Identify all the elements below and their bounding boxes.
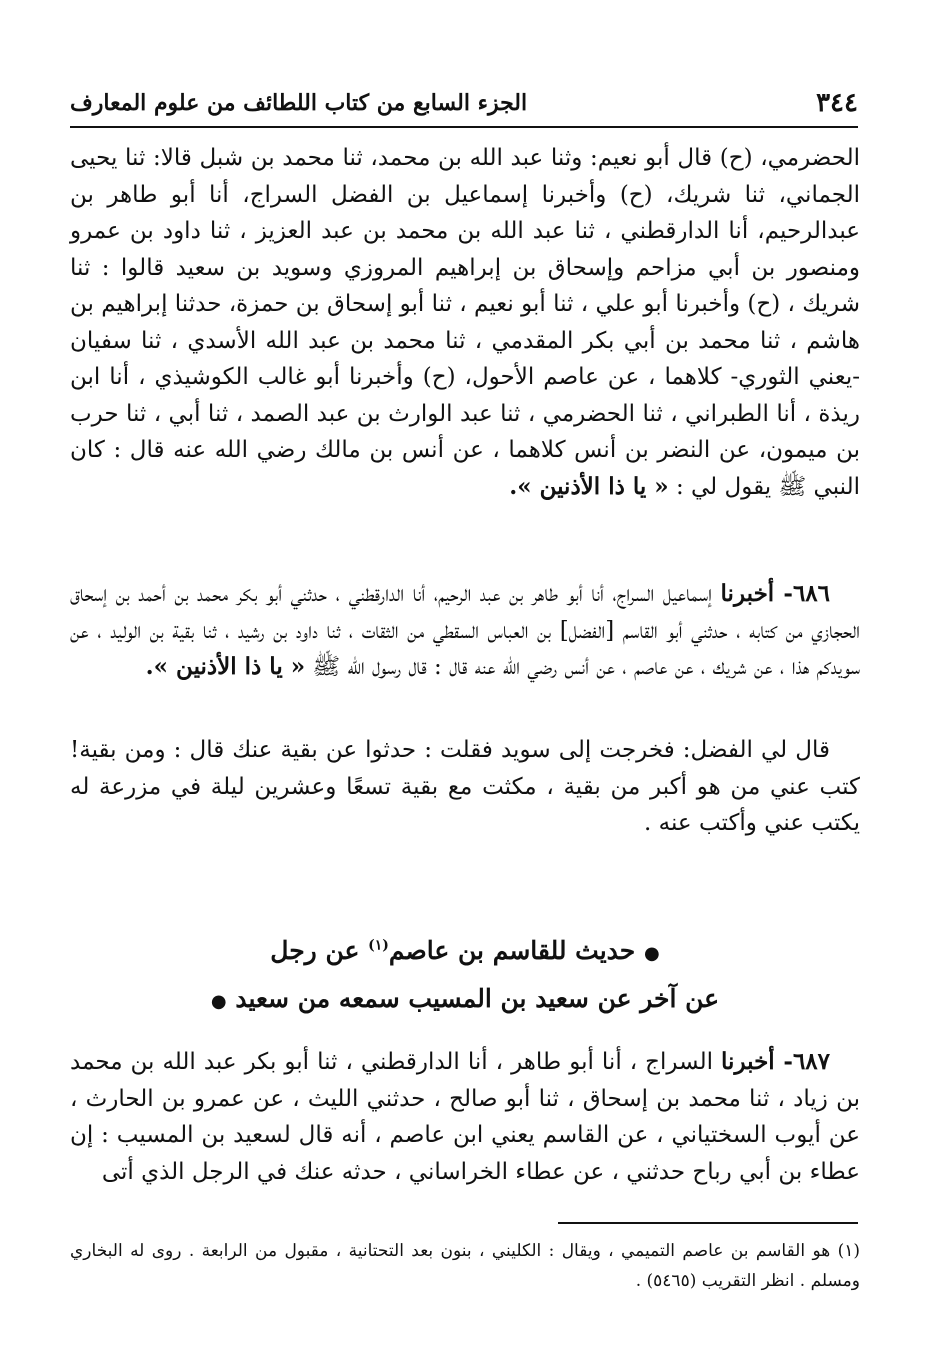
page-header (70, 86, 858, 128)
bullet-icon: ● (643, 943, 660, 964)
paragraph-chain (70, 140, 860, 505)
paragraph-text: إسماعيل السراج، أنا أبو طاهر بن عبد الرحيم، أنا الدارقطني ، حدثني أبو بكر محمد بن أحمد بن إسحاق الحجازي من كتابه ، حدثني أبو القاسم [الفضل] بن العباس السقطي من الثقات ، ثنا داود بن رشيد ، ثنا بقية بن الوليد ، عن سويدكم هذا ، عن شريك ، عن عاصم ، عن أنس رضي الله عنه قال : قال رسول الله ﷺ (70, 581, 860, 680)
paragraph-687 (70, 1044, 860, 1190)
footnote-text: (١) هو القاسم بن عاصم التميمي ، ويقال : الكليني ، بنون بعد التحتانية ، مقبول من الرابعة . روى له البخاري ومسلم . انظر التقريب (٥٤٦٥) . (70, 1241, 860, 1291)
running-title: الجزء السابع من كتاب اللطائف من علوم المعارف (70, 90, 528, 116)
paragraph-commentary (70, 732, 860, 842)
heading-text: حديث للقاسم بن عاصم (388, 936, 636, 965)
paragraph-text: الحضرمي، (ح) قال أبو نعيم: وثنا عبد الله بن محمد، ثنا محمد بن شبل قالا: ثنا يحيى الجماني، ثنا شريك، (ح) وأخبرنا إسماعيل بن الفضل السراج، أنا أبو طاهر بن عبدالرحيم، أنا الدارقطني ، ثنا عبد الله بن محمد بن عبد العزيز ، ثنا داود بن عمرو ومنصور بن أبي مزاحم وإسحاق بن إبراهيم المروزي وسويد بن سعيد قالوا : ثنا شريك ، (ح) وأخبرنا أبو علي ، ثنا أبو نعيم ، ثنا أبو إسحاق بن حمزة، حدثنا إبراهيم بن هاشم ، ثنا محمد بن أبي بكر المقدمي ، ثنا محمد بن عبد الله الأسدي ، ثنا سفيان -يعني الثوري- كلاهما ، عن عاصم الأحول، (ح) وأخبرنا أبو غالب الكوشيذي ، أنا ابن ريذة ، أنا الطبراني ، ثنا الحضرمي ، ثنا عبد الوارث بن عبد الصمد ، ثنا أبي ، ثنا حرب بن ميمون، عن النضر بن أنس كلاهما ، عن أنس بن مالك رضي الله عنه قال : كان النبي ﷺ يقول لي : (70, 145, 861, 500)
heading-text: عن آخر عن سعيد بن المسيب سمعه من سعيد (235, 984, 720, 1013)
footnote (70, 1236, 860, 1296)
paragraph-686 (70, 576, 860, 686)
hadith-number: ٦٨٦- أخبرنا (720, 580, 830, 607)
footnote-divider (558, 1222, 858, 1224)
bullet-icon: ● (210, 991, 227, 1012)
footnote-ref[interactable]: (١) (368, 937, 389, 954)
section-heading-line-1 (70, 936, 860, 965)
paragraph-text: قال لي الفضل: فخرجت إلى سويد فقلت : حدثوا عن بقية عنك قال : ومن بقية! كتب عني من هو أكبر من بقية ، مكثت مع بقية تسعًا وعشرين ليلة في مزرعة له يكتب عني وأكتب عنه . (70, 737, 860, 836)
paragraph-text: السراج ، أنا أبو طاهر ، أنا الدارقطني ، ثنا أبو بكر عبد الله بن محمد بن زياد ، ثنا محمد بن إسحاق ، ثنا أبو صالح ، حدثني الليث ، عن عمرو بن الحارث ، عن أيوب السختياني ، عن القاسم يعني ابن عاصم ، أنه قال لسعيد بن المسيب : إن عطاء بن أبي رباح حدثني ، عن عطاء الخراساني ، حدثه عنك في الرجل الذي أتى (70, 1049, 860, 1185)
page-number: ٣٤٤ (816, 88, 858, 118)
heading-text: عن رجل (270, 936, 360, 965)
hadith-quote: « يا ذا الأذنين ». (145, 653, 306, 680)
hadith-quote: « يا ذا الأذنين ». (509, 472, 669, 500)
section-heading-line-2 (70, 984, 860, 1013)
hadith-number: ٦٨٧- أخبرنا (721, 1048, 830, 1075)
